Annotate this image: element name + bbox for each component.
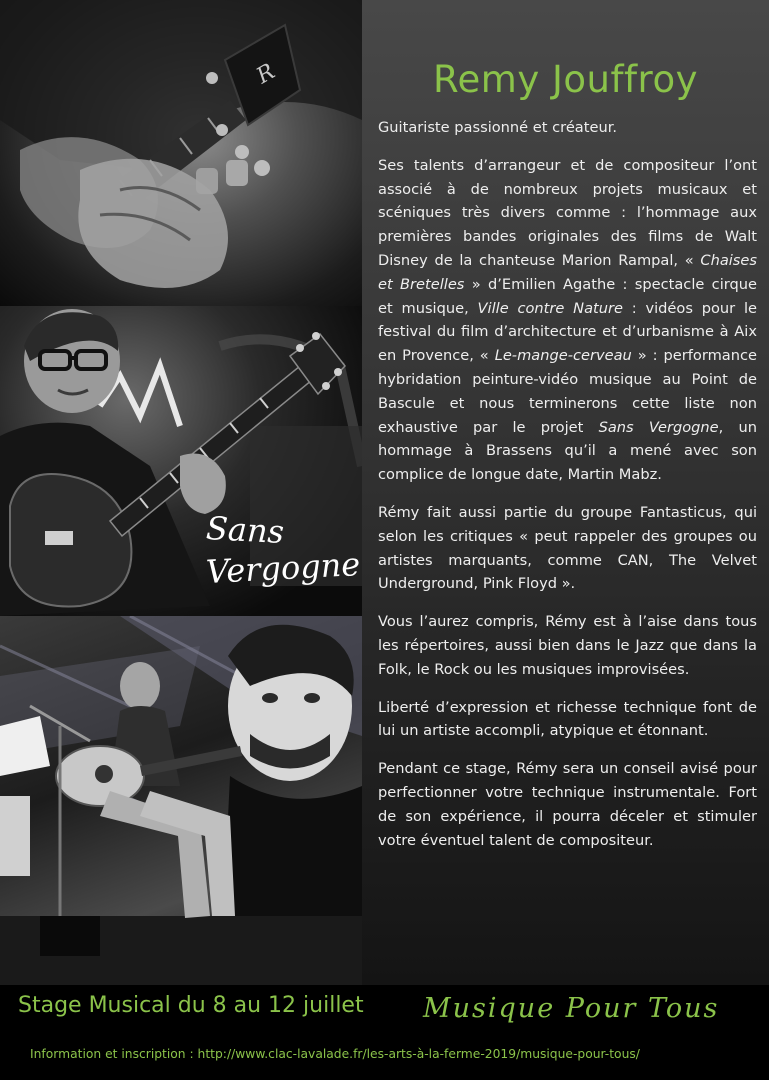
overlay-line-2: Vergogne (205, 544, 362, 592)
brand-title: Musique Pour Tous (423, 993, 720, 1024)
project-title: Ville contre Nature (477, 299, 623, 317)
bio-text: Ses talents d’arrangeur et de compositeur l’ont associé à de nombreux projets musicaux et scéniques très divers comme : l’hommage aux premières bandes originales des films de Walt Disney de la chanteuse Marion Rampal, « (378, 156, 757, 269)
stage-performance-illustration (0, 616, 362, 985)
project-title: Le-mange-cerveau (494, 347, 632, 365)
project-title: Chaises et Bretelles (378, 251, 757, 293)
stage-dates: Stage Musical du 8 au 12 juillet (18, 993, 364, 1018)
headstock-logo: R (252, 59, 280, 90)
bio-paragraph-fantasticus: Rémy fait aussi partie du groupe Fantasticus, qui selon les critiques « peut rappeler des groupes ou artistes marquants, comme CAN, The Velvet Underground, Pink Floyd ». (378, 503, 757, 593)
bio-text: » : performance hybridation peinture-vidéo musique au Point de Bascule et nous terminerons cette liste non exhaustive par le projet (378, 347, 757, 436)
sans-vergogne-overlay (205, 508, 362, 592)
bio-text: » d’Emilien Agathe : spectacle cirque et musique, (378, 275, 757, 317)
bio-tagline: Guitariste passionné et créateur. (378, 119, 618, 136)
bio-text: , un hommage à Brassens qu’il a mené avec son complice de longue date, Martin Mabz. (378, 418, 758, 484)
overlay-line-1: Sans (205, 508, 286, 552)
bio-panel (362, 0, 769, 985)
bio-paragraph-projects (378, 154, 757, 487)
bio-paragraph-stage: Pendant ce stage, Rémy sera un conseil avisé pour perfectionner votre technique instrumentale. Fort de son expérience, il pourra déceler et stimuler votre éventuel talent de compositeur. (378, 760, 757, 849)
info-link[interactable]: Information et inscription : http://www.clac-lavalade.fr/les-arts-à-la-ferme-2019/musique-pour-tous/ (30, 1047, 640, 1061)
bio-paragraph-repertoire: Vous l’aurez compris, Rémy est à l’aise dans tous les répertoires, aussi bien dans le Jazz que dans la Folk, le Rock ou les musiques improvisées. (378, 613, 757, 678)
guitar-hands-illustration (0, 0, 362, 306)
artist-name: Remy Jouffroy (433, 58, 698, 101)
guitarist-portrait-photo (0, 306, 362, 616)
bio-text: : vidéos pour le festival du film d’architecture et d’urbanisme à Aix en Provence, « (378, 299, 757, 365)
bio-paragraph-qualities: Liberté d’expression et richesse technique font de lui un artiste accompli, atypique et étonnant. (378, 698, 757, 740)
artist-bio (378, 116, 757, 866)
project-title: Sans Vergogne (598, 418, 719, 436)
guitar-hands-photo (0, 0, 362, 306)
photo-collage (0, 0, 362, 985)
stage-performance-photo (0, 616, 362, 985)
